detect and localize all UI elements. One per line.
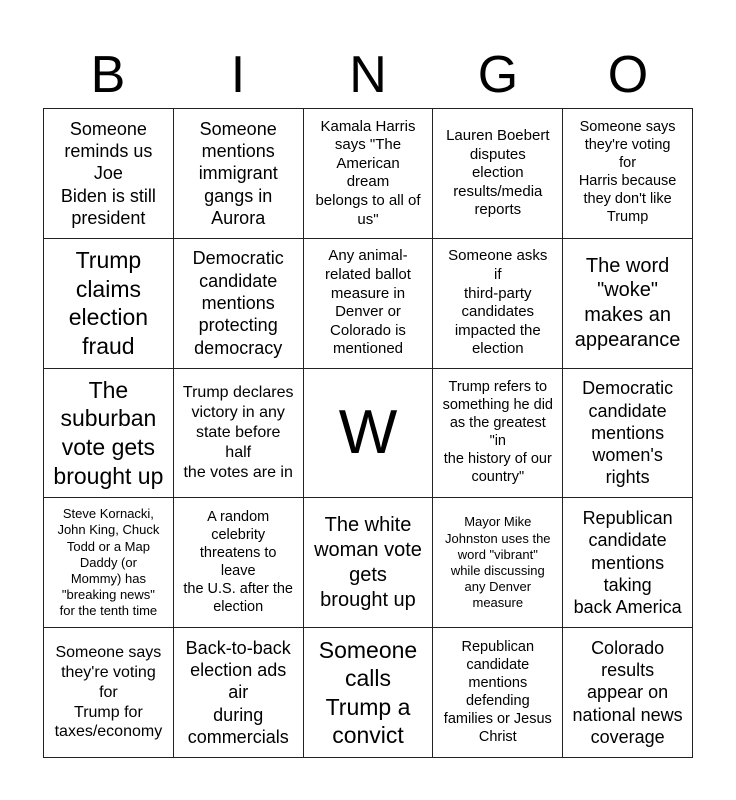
bingo-cell[interactable] [563,109,693,239]
cell-text-line: brought up [320,588,416,611]
cell-text-line: Harris because [578,173,677,190]
cell-text-line: John King, Chuck [57,522,160,538]
bingo-cell[interactable] [44,498,174,628]
cell-text-line: calls [344,665,391,692]
cell-text-line: Republican [461,638,535,655]
cell-text-line: Any animal- [328,247,408,265]
bingo-cell[interactable] [174,109,304,239]
cell-text-line: Mayor Mike [464,514,532,530]
cell-text-line: national news [572,704,683,725]
cell-text-line: mentioned [332,340,404,358]
bingo-cell[interactable] [44,109,174,239]
cell-text-line: makes an [584,304,671,327]
cell-text-line: protecting [198,315,278,336]
cell-text-line: Someone says [55,643,162,661]
cell-text-line: the votes are in [183,463,293,481]
cell-text-line: for [99,683,118,701]
bingo-cell[interactable] [563,498,693,628]
cell-text-line: the history of our [443,450,552,467]
cell-text-line: Steve Kornacki, [62,506,154,522]
cell-text-line: Someone [199,118,277,139]
bingo-grid [43,108,693,758]
cell-text-line: claims [75,275,141,302]
cell-text-line: The [88,376,129,403]
bingo-cell[interactable] [563,628,693,758]
cell-text-line: Trump declares [182,384,294,402]
cell-text-line: Someone [318,636,418,663]
cell-text-line: half [225,443,252,461]
cell-text-line: Trump [75,247,142,274]
cell-text-line: leave [220,562,256,579]
cell-text-line: appearance [574,328,681,351]
cell-text-line: Trump refers to [448,379,548,396]
cell-text-line: taking [603,574,652,595]
bingo-cell[interactable] [433,498,563,628]
cell-text-line: any Denver [464,578,532,594]
cell-text-line: rights [605,467,650,488]
cell-text-line: Lauren Boebert [446,126,550,144]
cell-text-line: taxes/economy [54,723,163,741]
cell-text-line: The white [324,514,412,537]
cell-text-line: Someone asks [448,247,548,265]
cell-text-line: related ballot [325,266,411,283]
cell-text-line: families or Jesus [443,710,552,727]
cell-text-line: candidate [466,656,530,673]
cell-text-line: gets [349,563,387,586]
cell-text-line: mentions [468,674,528,691]
bingo-cell[interactable] [304,628,434,758]
cell-text-line: The word [585,254,670,277]
cell-text-line: Biden is still [60,185,156,206]
cell-text-line: election [471,164,524,182]
cell-text-line: they don't like [583,191,672,208]
bingo-cell[interactable] [44,628,174,758]
cell-text-line: reports [474,201,522,219]
cell-text-line: measure [472,595,524,611]
cell-text-line: measure in [330,284,406,302]
cell-text-line: A random [207,508,270,525]
cell-text-line: victory in any [191,404,285,422]
cell-text-line: air [228,682,249,703]
cell-text-line: state before [195,424,281,442]
cell-text-line: election [68,304,149,331]
cell-text-line: Mommy) has [70,570,146,586]
cell-text-line: Republican [582,508,673,528]
cell-text-line: appear on [587,682,669,703]
cell-text-line: Johnston uses the [445,530,551,546]
cell-text-line: candidate [588,400,667,421]
cell-text-line: fraud [82,332,135,359]
cell-text-line: Colorado [591,637,665,658]
cell-text-line: mentions [591,422,665,443]
cell-text-line: suburban [60,405,157,432]
free-space-cell[interactable] [304,369,434,499]
cell-text-line: woman vote [314,538,422,561]
cell-text-line: third-party [464,284,532,302]
bingo-cell[interactable] [563,369,693,499]
cell-text-line: Denver or [335,303,401,321]
cell-text-line: "breaking news" [61,586,155,602]
cell-text-line: dream [346,173,390,191]
cell-text-line: candidates [461,303,535,321]
cell-text-line: Someone says [579,119,676,136]
bingo-cell[interactable] [304,109,434,239]
cell-text-line: word "vibrant" [457,546,538,562]
cell-text-line: mentions [201,140,275,161]
header-letter-i: I [230,46,246,104]
bingo-cell[interactable] [174,239,304,369]
header-letter-o: O [607,46,649,104]
cell-text-line: Colorado is [330,321,406,339]
bingo-cell[interactable] [433,109,563,239]
header-letter-b: B [90,46,126,104]
cell-text-line: while discussing [450,562,545,578]
bingo-cell[interactable] [174,498,304,628]
cell-text-line: for [619,155,637,172]
cell-text-line: as the greatest [449,415,546,431]
cell-text-line: candidate [199,270,278,291]
cell-text-line: Back-to-back [185,637,291,658]
cell-text-line: back America [573,597,682,618]
bingo-cell[interactable] [174,369,304,499]
cell-text-line: defending [465,692,530,709]
cell-text-line: disputes [469,145,526,163]
cell-text-line: candidate [588,530,667,551]
bingo-cell[interactable] [433,239,563,369]
bingo-cell[interactable] [304,239,434,369]
cell-text-line: Trump for [74,703,143,721]
cell-text-line: Christ [478,728,517,745]
cell-text-line: Trump a [325,693,411,720]
cell-text-line: for the tenth time [59,603,158,619]
cell-text-line: us" [357,210,379,228]
header-letter-g: G [477,46,519,104]
cell-text-line: they're voting [584,137,671,154]
bingo-cell[interactable] [433,369,563,499]
cell-text-line: gangs in [204,185,273,206]
cell-text-line: Trump [606,209,649,226]
cell-text-line: the U.S. after the [183,580,293,597]
cell-text-line: threatens to [199,544,277,561]
cell-text-line: they're voting [61,663,156,681]
cell-text-line: American [336,154,400,172]
cell-text-line: coverage [590,727,665,748]
bingo-cell[interactable] [44,239,174,369]
cell-text-line: W [338,397,398,467]
cell-text-line: Aurora [211,207,266,228]
cell-text-line: results [601,660,655,681]
cell-text-line: "woke" [597,279,659,302]
bingo-header [43,42,693,108]
cell-text-line: Someone [69,118,147,139]
cell-text-line: something he did [442,397,553,414]
cell-text-line: belongs to all of [315,191,421,209]
bingo-cell[interactable] [44,369,174,499]
cell-text-line: democracy [194,337,283,358]
cell-text-line: mentions [201,293,275,314]
cell-text-line: country" [471,468,525,485]
cell-text-line: mentions [591,552,665,573]
cell-text-line: if [494,266,502,283]
cell-text-line: Todd or a Map [66,538,150,554]
cell-text-line: president [71,207,146,228]
cell-text-line: results/media [453,182,543,200]
cell-text-line: "in [489,432,506,449]
cell-text-line: Democratic [582,378,674,399]
cell-text-line: celebrity [211,526,266,543]
cell-text-line: brought up [53,462,164,489]
cell-text-line: Democratic [192,248,284,269]
cell-text-line: immigrant [198,163,278,184]
cell-text-line: election [471,340,524,358]
bingo-cell[interactable] [563,239,693,369]
cell-text-line: women's [592,445,663,466]
cell-text-line: says "The [334,136,402,154]
cell-text-line: impacted the [454,321,541,339]
cell-text-line: election [213,598,264,615]
cell-text-line: commercials [187,727,289,748]
header-letter-n: N [349,46,387,104]
cell-text-line: Joe [93,163,123,184]
cell-text-line: election ads [190,660,287,681]
bingo-cell[interactable] [174,628,304,758]
cell-text-line: reminds us [64,140,153,161]
cell-text-line: Kamala Harris [320,117,416,135]
cell-text-line: vote gets [61,433,156,460]
bingo-cell[interactable] [304,498,434,628]
cell-text-line: convict [332,722,404,749]
bingo-cell[interactable] [433,628,563,758]
cell-text-line: during [213,704,264,725]
cell-text-line: Daddy (or [79,554,137,570]
